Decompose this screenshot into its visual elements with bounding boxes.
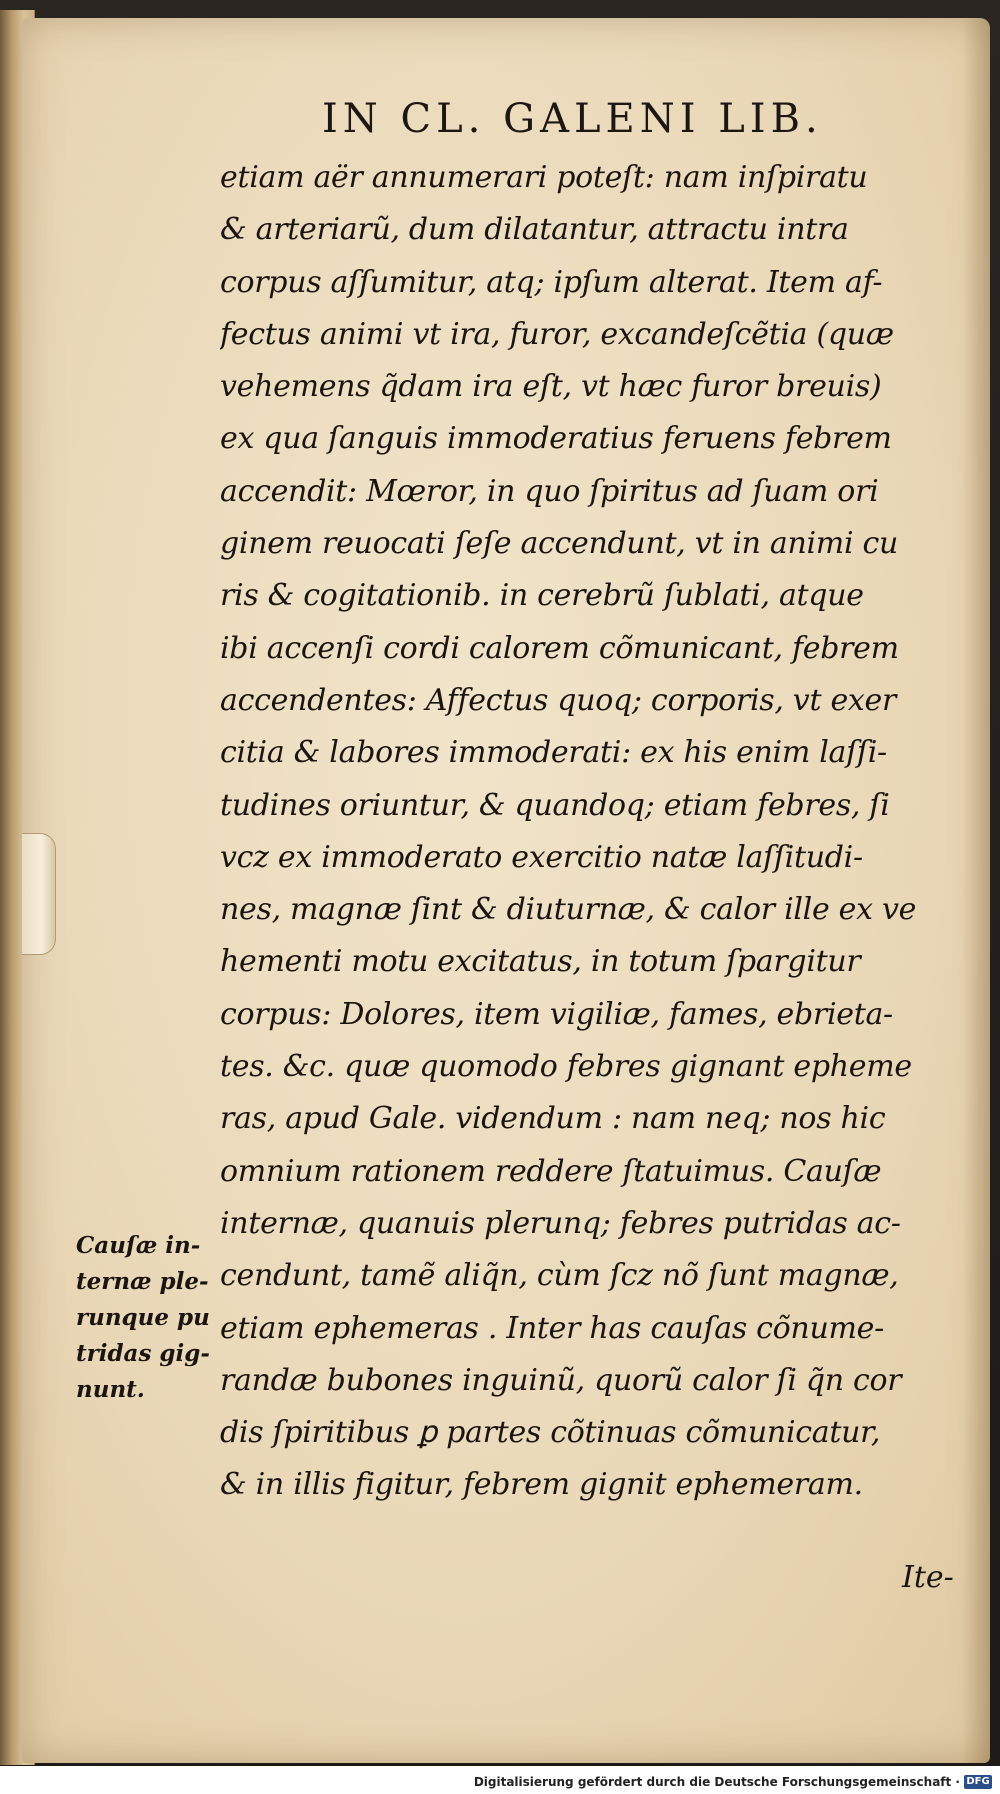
margin-note-line: nunt.: [76, 1376, 145, 1403]
text-line: ibi accenſi cordi calorem cõmunicant, febrem: [220, 630, 899, 666]
text-line: nes, magnæ ſint & diuturnæ, & calor ille ex ve: [220, 892, 917, 928]
text-line: citia & labores immoderati: ex his enim laſſi-: [220, 735, 887, 771]
running-head: IN CL. GALENI LIB.: [322, 96, 823, 142]
margin-note-line: ternæ ple-: [76, 1268, 209, 1295]
text-line: ginem reuocati ſeſe accendunt, vt in animi cu: [220, 526, 898, 562]
text-line: fectus animi vt ira, furor, excandeſcẽtia (quæ: [220, 316, 894, 352]
main-text-block: [220, 152, 972, 1512]
text-line: tes. &c. quæ quomodo febres gignant epheme: [220, 1049, 912, 1085]
text-line: accendit: Mœror, in quo ſpiritus ad ſuam ori: [220, 473, 879, 509]
text-line: ras, apud Gale. videndum : nam neq; nos hic: [220, 1101, 886, 1137]
text-line: randæ bubones inguinũ, quorũ calor ſi q̃n cor: [220, 1362, 902, 1398]
text-line: internæ, quanuis plerunq; febres putridas ac-: [220, 1205, 901, 1241]
show-through-text: [64, 878, 194, 910]
margin-note-line: runque pu: [76, 1304, 210, 1331]
text-line: ris & cogitationib. in cerebrũ ſublati, atque: [220, 578, 864, 614]
text-line: ex qua ſanguis immoderatius feruens febrem: [220, 421, 892, 457]
text-line: corpus: Dolores, item vigiliæ, fames, ebrieta-: [220, 996, 893, 1032]
text-line: etiam aër annumerari poteſt: nam inſpiratu: [220, 160, 868, 195]
footer-credit: Digitalisierung gefördert durch die Deutsche Forschungsgemeinschaft ·: [473, 1775, 960, 1789]
text-line: omnium rationem reddere ſtatuimus. Cauſæ: [220, 1153, 882, 1189]
text-line: vehemens q̃dam ira eſt, vt hæc furor breuis): [220, 369, 882, 405]
text-line: cendunt, tamẽ aliq̃n, cùm ſcz nõ ſunt magnæ,: [220, 1258, 899, 1294]
text-line: dis ſpiritibus ꝑ partes cõtinuas cõmunicatur,: [220, 1415, 881, 1451]
margin-note-line: Cauſæ in-: [76, 1232, 201, 1259]
catchword: Ite-: [902, 1560, 954, 1595]
margin-note: [76, 1228, 226, 1408]
page-clip: [22, 833, 56, 955]
dfg-logo-icon: DFG: [964, 1775, 992, 1789]
text-line: corpus aſſumitur, atq; ipſum alterat. Item af-: [220, 264, 883, 300]
margin-note-line: tridas gig-: [76, 1340, 210, 1367]
book-page: [22, 18, 990, 1763]
text-line: & arteriarũ, dum dilatantur, attractu intra: [220, 212, 849, 248]
digitization-footer: [0, 1766, 1000, 1794]
text-line: & in illis figitur, febrem gignit ephemeram.: [220, 1467, 863, 1503]
text-line: tudines oriuntur, & quandoq; etiam febres, ſi: [220, 787, 890, 823]
text-line: vcz ex immoderato exercitio natæ laſſitudi-: [220, 839, 863, 875]
text-line: hementi motu excitatus, in totum ſpargitur: [220, 944, 861, 980]
text-line: accendentes: Affectus quoq; corporis, vt exer: [220, 682, 897, 718]
text-line: etiam ephemeras . Inter has cauſas cõnume-: [220, 1310, 884, 1346]
